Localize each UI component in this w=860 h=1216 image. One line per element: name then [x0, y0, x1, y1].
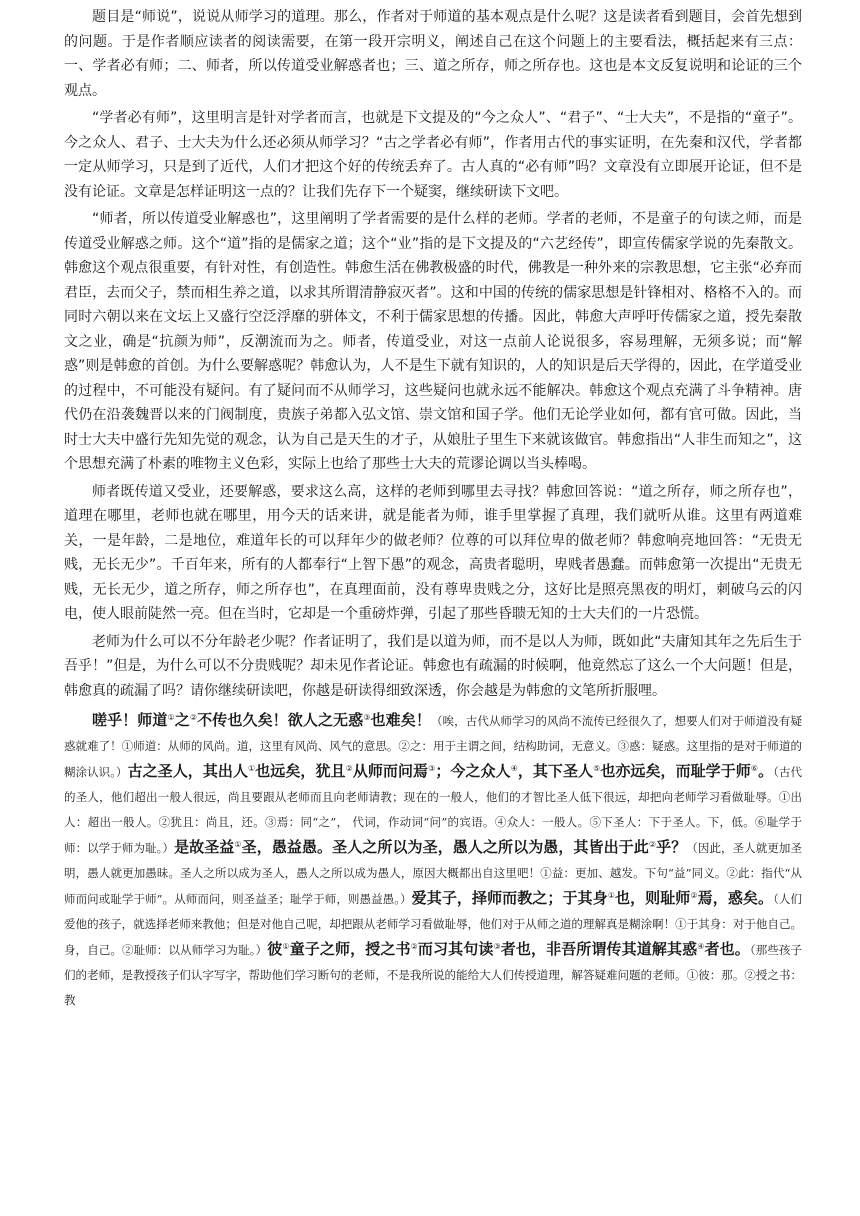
gloss-text: （古代的圣人，他们超出一般人很远，尚且要跟从老师而且向老师请教；现在的一般人，他们的才智比圣人低下很远，却把向老师学习看做耻辱。①出人：超出一般人。②犹且：尚且，还。③焉：同“之”， 代词，作动词“问”的宾语。④众人：一般人。⑤下圣人：下于圣人。下，低。⑥耻学于师：以学于师为耻。） — [64, 765, 802, 855]
classical-text: 也远矣，犹且 — [255, 762, 346, 780]
paragraph-3: “师者，所以传道受业解惑也”，这里阐明了学者需要的是什么样的老师。学者的老师，不是童子的句读之师，而是传道受业解惑之师。这个“道”指的是儒家之道；这个“业”指的是下文提及的“六艺经传”，即宣传儒家学说的先秦散文。韩愈这个观点很重要，有针对性，有创造性。韩愈生活在佛教极盛的时代，佛教是一种外来的宗教思想，它主张“必弃而君臣，去而父子，禁而相生养之道，以求其所谓清静寂灭者”。这和中国的传统的儒家思想是针锋相对、格格不入的。而同时六朝以来在文坛上又盛行空泛浮靡的骈体文，不利于儒家思想的传播。因此，韩愈大声呼吁传儒家之道，授先秦散文之业，确是“抗颜为师”，反潮流而为之。师者，传道受业，对这一点前人论说很多，容易理解，无须多说；而“解惑”则是韩愈的首创。为什么要解惑呢？韩愈认为，人不是生下就有知识的，人的知识是后天学得的，因此，在学道受业的过程中，不可能没有疑问。有了疑问而不从师学习，这些疑问也就永远不能解决。韩愈这个观点充满了斗争精神。唐代仍在沿袭魏晋以来的门阀制度，贵族子弟都入弘文馆、崇文馆和国子学。他们无论学业如何，都有官可做。因此，当时士大夫中盛行先知先觉的观念，认为自己是天生的才子，从娘肚子里生下来就该做官。韩愈指出“人非生而知之”，这个思想充满了朴素的唯物主义色彩，实际上也给了那些士大夫的荒谬论调以当头棒喝。 — [64, 211, 802, 472]
classical-text: 圣，愚益愚。圣人之所以为圣，愚人之所以为愚，其皆出于此 — [241, 838, 649, 856]
note-mark: ③ — [493, 942, 501, 951]
note-mark: ① — [607, 891, 615, 900]
gloss-text: （那些孩子们的老师，是教授孩子们认字写字，帮助他们学习断句的老师，不是我所说的能给大人们传授道理，解答疑难问题的老师。①彼：那。②授之书：教 — [64, 943, 803, 1007]
classical-text-block — [64, 708, 802, 1013]
paragraph-2: “学者必有师”，这里明言是针对学者而言，也就是下文提及的“今之众人”、“君子”、“士大夫”，不是指的“童子”。今之众人、君子、士大夫为什么还必须从师学习？“古之学者必有师”，作者用古代的事实证明，在先秦和汉代，学者都一定从师学习，只是到了近代，人们才把这个好的传统丢弃了。古人真的“必有师”吗？文章没有立即展开论证，但不是没有论证。文章是怎样证明这一点的？让我们先存下一个疑窦，继续研读下文吧。 — [64, 110, 802, 200]
gloss-text: （人们爱他的孩子，就选择老师来教他；但是对他自己呢，却把跟从老师学习看做耻辱，他们对于从师之道的理解真是糊涂啊！①于其身：对于他自己。身，自己。②耻师：以从师学习为耻。） — [64, 892, 803, 957]
classical-text: 从师而问焉 — [352, 762, 429, 780]
note-mark: ① — [234, 840, 242, 849]
gloss-text: （唉，古代从师学习的风尚不流传已经很久了，想要人们对于师道没有疑惑就难了！①师道：从师的风尚。道，这里有风尚、风气的意思。②之：用于主谓之间，结构助词，无意义。③惑：疑惑。这里指的是对于师道的糊涂认识。） — [64, 714, 803, 779]
classical-text: ；今之众人 — [435, 762, 511, 780]
classical-text: 。 — [758, 762, 774, 780]
note-mark: ② — [189, 713, 198, 722]
gloss-text: （因此，圣人就更加圣明，愚人就更加愚昧。圣人之所以成为圣人，愚人之所以成为愚人，原因大概都出自这里吧！①益：更加、越发。下句“益”同义。②此：指代“从师而问或耻学于师”。从师而问，则圣益圣；耻学于师，则愚益愚。） — [64, 841, 803, 906]
classical-text: 而习其句读 — [417, 940, 494, 958]
classical-text: 不传也久矣！欲人之无惑 — [197, 711, 364, 729]
paragraph-1: 题目是“师说”，说说从师学习的道理。那么，作者对于师道的基本观点是什么呢？这是读者看到题目，会首先想到的问题。于是作者顺应读者的阅读需要，在第一段开宗明义，阐述自己在这个问题上的主要看法，概括起来有三点：一、学者必有师；二、师者，所以传道受业解惑者也；三、道之所存，师之所存也。这也是本文反复说明和论证的三个观点。 — [64, 9, 802, 99]
note-mark: ④ — [697, 942, 705, 951]
classical-text: 是故圣益 — [174, 838, 235, 856]
classical-text: 嗟乎！师道 — [92, 711, 168, 729]
classical-text: 古之圣人，其出人 — [127, 762, 249, 780]
classical-text: 之 — [174, 711, 190, 729]
note-mark: ③ — [428, 764, 436, 773]
note-mark: ⑤ — [593, 764, 601, 773]
note-mark: ① — [248, 764, 256, 773]
note-mark: ② — [648, 840, 657, 849]
note-mark: ② — [410, 942, 418, 951]
note-mark: ① — [282, 942, 290, 951]
paragraph-4: 师者既传道又受业，还要解惑，要求这么高，这样的老师到哪里去寻找？韩愈回答说：“道之所存，师之所存也”，道理在哪里，老师也就在哪里，用今天的话来讲，就是能者为师，谁手里掌握了真理，我们就听从谁。这里有两道难关，一是年龄，二是地位，难道年长的可以拜年少的做老师？位尊的可以拜位卑的做老师？韩愈响亮地回答：“无贵无贱，无长无少”。千百年来，所有的人都奉行“上智下愚”的观念，高贵者聪明，卑贱者愚蠢。而韩愈第一次提出“无贵无贱，无长无少，道之所存，师之所存也”，在真理面前，没有尊卑贵贱之分，这好比是照亮黑夜的明灯，刺破乌云的闪电，使人眼前陡然一亮。但在当时，它却是一个重磅炸弹，引起了那些昏聩无知的士大夫们的一片恐慌。 — [64, 483, 802, 622]
document-page — [64, 0, 802, 1025]
note-mark: ③ — [363, 713, 371, 722]
classical-text: 者也。 — [704, 940, 750, 958]
classical-text: ，其下圣人 — [517, 762, 594, 780]
note-mark: ⑥ — [750, 764, 759, 773]
classical-text: 也，则耻师 — [614, 889, 691, 907]
classical-text: 者也，非吾所谓传其道解其惑 — [500, 940, 698, 958]
classical-text: 焉，惑矣。 — [697, 889, 774, 907]
classical-text: 童子之师，授之书 — [289, 940, 411, 958]
classical-text: 也亦远矣，而耻学于师 — [600, 762, 751, 780]
classical-text: 彼 — [267, 940, 283, 958]
classical-text: 也难矣！ — [370, 711, 431, 729]
note-mark: ② — [690, 891, 698, 900]
classical-text: 爱其子，择师而教之；于其身 — [411, 889, 608, 907]
note-mark: ② — [345, 764, 353, 773]
classical-text: 乎？ — [656, 838, 687, 856]
note-mark: ④ — [510, 764, 518, 773]
note-mark: ① — [167, 713, 175, 722]
paragraph-5: 老师为什么可以不分年龄老少呢？作者证明了，我们是以道为师，而不是以人为师，既如此“夫庸知其年之先后生于吾乎！”但是，为什么可以不分贵贱呢？却未见作者论证。韩愈也有疏漏的时候啊，他竟然忘了这么一个大问题！但是，韩愈真的疏漏了吗？请你继续研读吧，你越是研读得细致深透，你会越是为韩愈的文笔所折服哩。 — [64, 633, 802, 699]
